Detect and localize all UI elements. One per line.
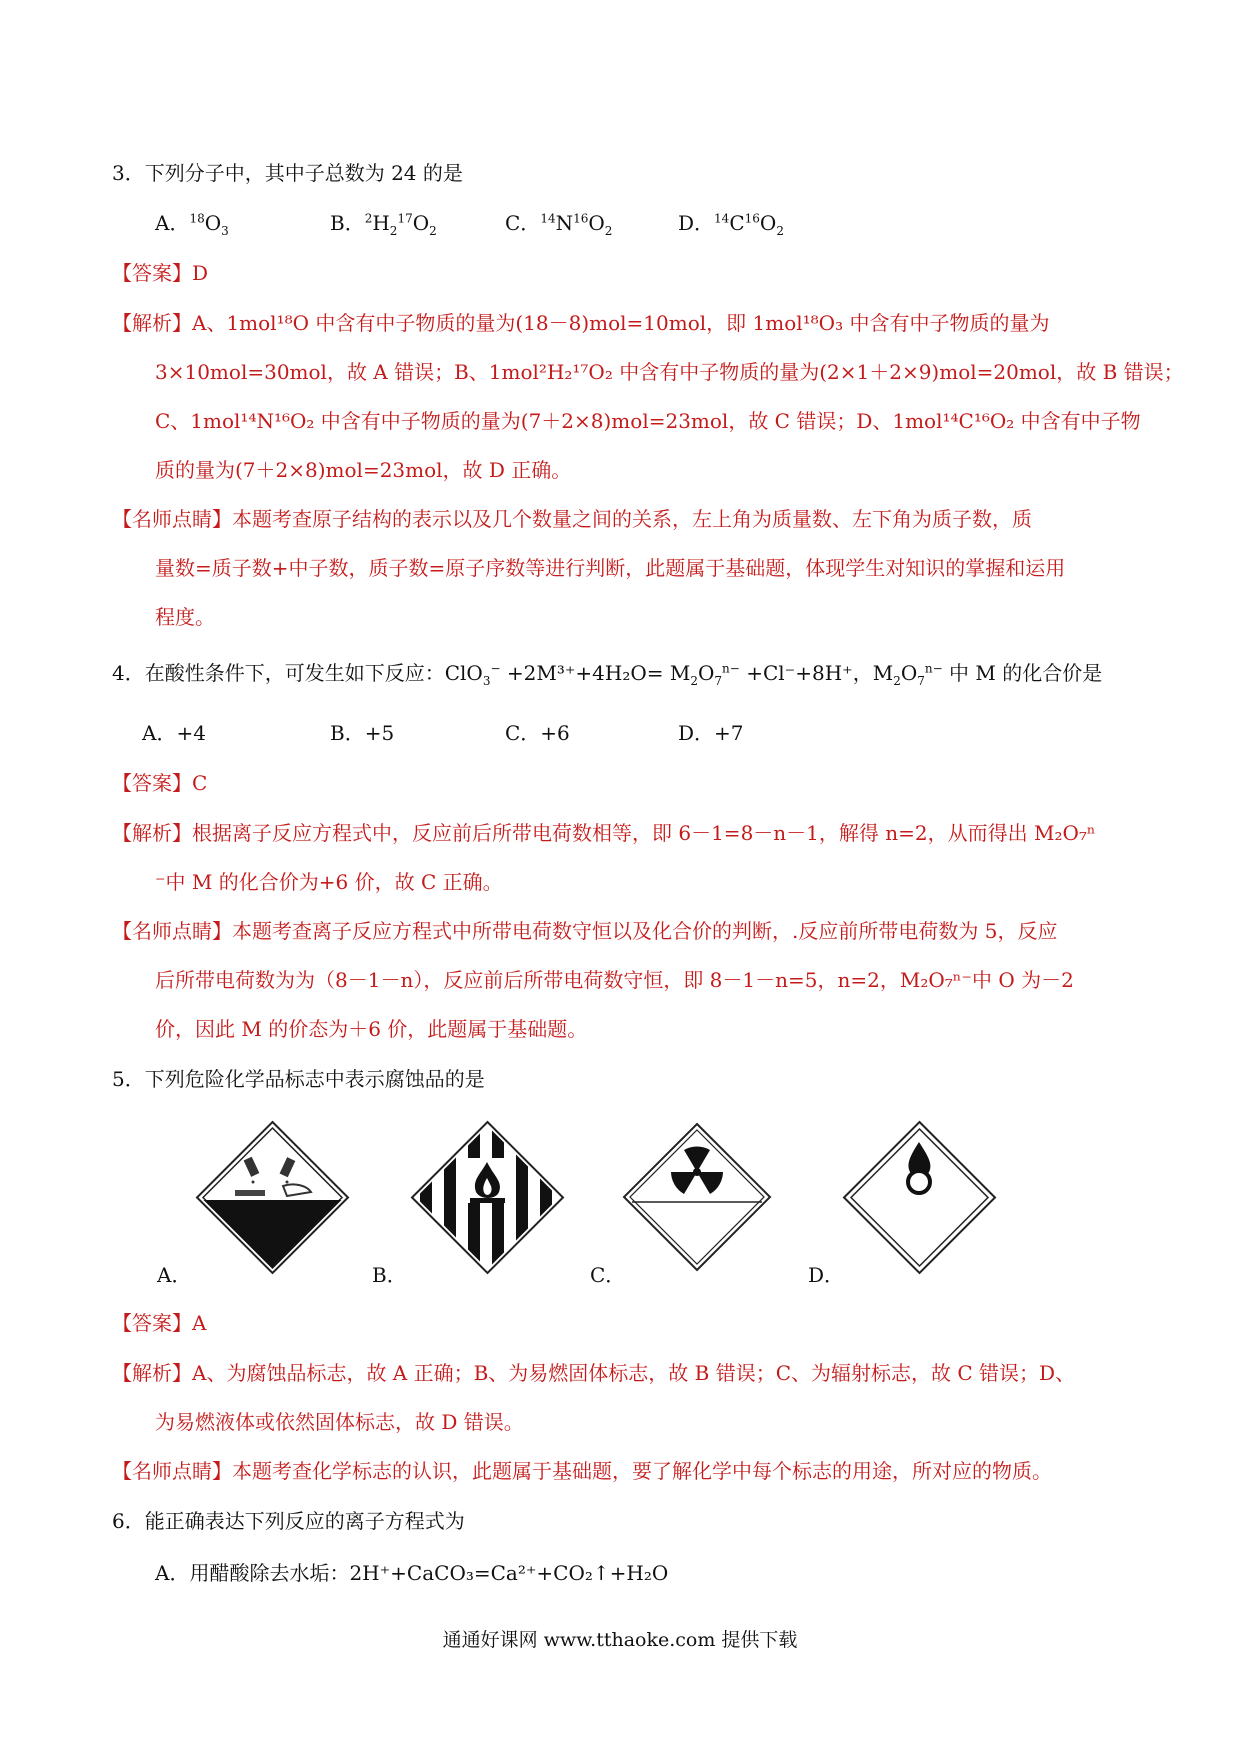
q5-label-c: C．	[590, 1263, 626, 1287]
q6-option-a: A．用醋酸除去水垢：2H⁺+CaCO₃=Ca²⁺+CO₂↑+H₂O	[155, 1561, 669, 1585]
q3-analysis-line-2: 3×10mol=30mol，故 A 错误；B、1mol²H₂¹⁷O₂ 中含有中子物质的量为(2×1＋2×9)mol=20mol，故 B 错误；	[155, 360, 1184, 384]
q3-tip-line-2: 量数=质子数+中子数，质子数=原子序数等进行判断，此题属于基础题，体现学生对知识的掌握和运用	[155, 556, 1066, 580]
q3-stem: 3．下列分子中，其中子总数为 24 的是	[112, 161, 463, 185]
q4-option-b: B．+5	[330, 721, 395, 745]
q3-analysis-line-3: C、1mol¹⁴N¹⁶O₂ 中含有中子物质的量为(7＋2×8)mol=23mol，故 C 错误；D、1mol¹⁴C¹⁶O₂ 中含有中子物	[155, 409, 1141, 433]
oxidizer-sign-icon	[842, 1120, 997, 1275]
q4-option-c: C．+6	[505, 721, 570, 745]
q5-analysis-line-2: 为易燃液体或依然固体标志，故 D 错误。	[155, 1410, 524, 1434]
q4-option-a: A．+4	[142, 721, 206, 745]
q3-analysis-line-1: 【解析】A、1mol¹⁸O 中含有中子物质的量为(18－8)mol=10mol，即 1mol¹⁸O₃ 中含有中子物质的量为	[112, 311, 1050, 335]
q5-label-a: A．	[157, 1263, 192, 1287]
q3-analysis-line-4: 质的量为(7＋2×8)mol=23mol，故 D 正确。	[155, 458, 572, 482]
q3-tip-line-3: 程度。	[155, 605, 215, 629]
page-footer: 通通好课网 www.tthaoke.com 提供下载	[442, 1629, 798, 1651]
q3-option-b: B．$^2H_2^{17}O_2$	[330, 211, 437, 238]
q4-analysis-line-1: 【解析】根据离子反应方程式中，反应前后所带电荷数相等，即 6－1=8－n－1，解得 n=2，从而得出 M₂O₇ⁿ	[112, 821, 1096, 845]
q4-stem: 4．在酸性条件下，可发生如下反应：$ClO_3^- +2M^{3+}+4H_2O= M_2O_7^{n-} +Cl^-+8H^+$，$M_2O_7^{n-}$ 中 M 的化合价是	[112, 661, 1103, 688]
q3-option-c: C．$^{14}N^{16}O_2$	[505, 211, 613, 238]
q3-option-d: D．$^{14}C^{16}O_2$	[678, 211, 784, 238]
q3-tip-line-1: 【名师点睛】本题考查原子结构的表示以及几个数量之间的关系，左上角为质量数、左下角为质子数，质	[112, 507, 1032, 531]
flammable-solid-sign-icon	[410, 1120, 565, 1275]
q3-option-a: A．$^{18}O_3$	[155, 211, 229, 238]
q6-stem: 6．能正确表达下列反应的离子方程式为	[112, 1509, 465, 1533]
q5-answer: 【答案】A	[112, 1311, 207, 1335]
q4-tip-line-1: 【名师点睛】本题考查离子反应方程式中所带电荷数守恒以及化合价的判断，.反应前所带电荷数为 5，反应	[112, 919, 1058, 943]
q4-tip-line-2: 后所带电荷数为为（8－1－n），反应前后所带电荷数守恒，即 8－1－n=5，n=2，M₂O₇ⁿ⁻中 O 为－2	[155, 968, 1074, 992]
q5-tip-line-1: 【名师点睛】本题考查化学标志的认识，此题属于基础题，要了解化学中每个标志的用途，所对应的物质。	[112, 1459, 1052, 1483]
q5-stem: 5．下列危险化学品标志中表示腐蚀品的是	[112, 1067, 485, 1091]
radiation-sign-icon	[622, 1122, 772, 1272]
q4-tip-line-3: 价，因此 M 的价态为＋6 价，此题属于基础题。	[155, 1017, 588, 1041]
q4-option-d: D．+7	[678, 721, 744, 745]
q5-label-d: D．	[808, 1263, 845, 1287]
corrosive-sign-icon	[195, 1120, 350, 1275]
q4-analysis-line-2: ⁻中 M 的化合价为+6 价，故 C 正确。	[155, 870, 503, 894]
q5-analysis-line-1: 【解析】A、为腐蚀品标志，故 A 正确；B、为易燃固体标志，故 B 错误；C、为辐射标志，故 C 错误；D、	[112, 1361, 1076, 1385]
q5-label-b: B．	[372, 1263, 407, 1287]
q4-answer: 【答案】C	[112, 771, 208, 795]
q3-answer: 【答案】D	[112, 261, 209, 285]
